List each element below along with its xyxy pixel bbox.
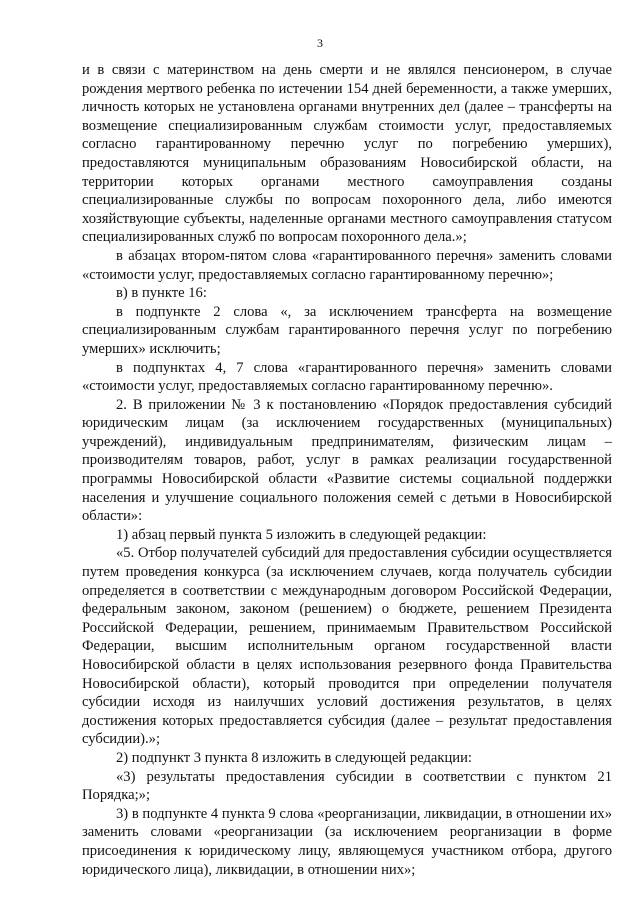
paragraph: в подпункте 2 слова «, за исключением трансферта на возмещение специализированным службам гарантированного перечня услуг по погребению умерших» исключить; bbox=[82, 303, 612, 357]
document-body bbox=[82, 61, 612, 879]
page-number: 3 bbox=[317, 36, 323, 50]
paragraph: 3) в подпункте 4 пункта 9 слова «реорганизации, ликвидации, в отношении их» заменить словами «реорганизации (за исключением реорганизации в форме присоединения к юридическому лицу, являющемуся участником отбора, другого юридического лица), ликвидации, в отношении них»; bbox=[82, 805, 612, 878]
paragraph: в абзацах втором-пятом слова «гарантированного перечня» заменить словами «стоимости услуг, предоставляемых согласно гарантированному перечню»; bbox=[82, 247, 612, 283]
paragraph: 2. В приложении № 3 к постановлению «Порядок предоставления субсидий юридическим лицам (за исключением государственных (муниципальных) учреждений), индивидуальным предпринимателям, физическим лицам – производителям товаров, работ, услуг в рамках реализации государственной программы Новосибирской области «Развитие системы социальной поддержки населения и улучшение социального положения семей с детьми в Новосибирской области»: bbox=[82, 396, 612, 525]
paragraph: 2) подпункт 3 пункта 8 изложить в следующей редакции: bbox=[116, 749, 472, 766]
paragraph: «3) результаты предоставления субсидии в соответствии с пунктом 21 Порядка;»; bbox=[82, 768, 612, 804]
paragraph: «5. Отбор получателей субсидий для предоставления субсидии осуществляется путем проведения конкурса (за исключением случаев, когда получатель субсидии определяется в соответствии с международным договором Российской Федерации, федеральным законом, законом (решением) о бюджете, решением Президента Российской Федерации, решением, принимаемым Правительством Российской Федерации, высшим исполнительным органом государственной власти Новосибирской области в целях использования резервного фонда Правительства Новосибирской области), который проводится при определении получателя субсидии исходя из наилучших условий достижения результатов, в целях достижения которых предоставляется субсидия (далее – результат предоставления субсидии).»; bbox=[82, 545, 612, 748]
paragraph: и в связи с материнством на день смерти и не являлся пенсионером, в случае рождения мертвого ребенка по истечении 154 дней беременности, а также умерших, личность которых не установлена органами внутренних дел (далее – трансферты на возмещение специализированным службам стоимости услуг, предоставляемых согласно гарантированному перечню услуг по погребению умерших), предоставляются муниципальным образованиям Новосибирской области, на территории которых органами местного самоуправления созданы специализированные службы по вопросам похоронного дела, либо имеются хозяйствующие субъекты, наделенные органами местного самоуправления статусом специализированных служб по вопросам похоронного дела.»; bbox=[82, 62, 612, 246]
paragraph: в подпунктах 4, 7 слова «гарантированного перечня» заменить словами «стоимости услуг, предоставляемых согласно гарантированному перечню». bbox=[82, 359, 612, 395]
paragraph: в) в пункте 16: bbox=[116, 285, 207, 302]
paragraph: 1) абзац первый пункта 5 изложить в следующей редакции: bbox=[116, 526, 487, 543]
